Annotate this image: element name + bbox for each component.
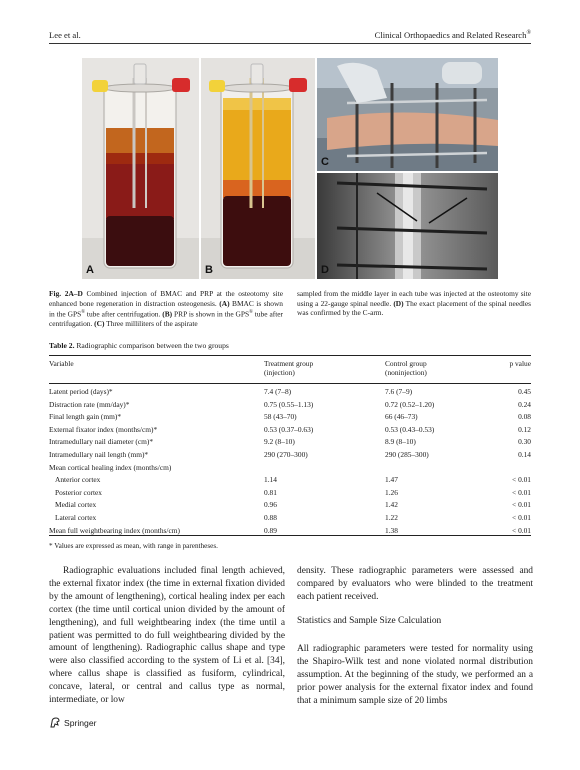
table-cell-p-value: < 0.01	[512, 475, 531, 485]
table-cell-treatment: 0.88	[264, 513, 277, 522]
table-footnote: * Values are expressed as mean, with range in parentheses.	[49, 542, 218, 550]
table-cell-treatment: 58 (43–70)	[264, 412, 297, 422]
table-cell-variable: Anterior cortex	[55, 475, 101, 485]
table-cell-p-value: 0.24	[518, 399, 531, 409]
table-cell-variable: Lateral cortex	[55, 513, 97, 522]
table-row	[49, 385, 531, 398]
table-cell-control: 1.22	[385, 513, 398, 522]
panel-label-c: C	[321, 156, 329, 168]
figure-caption-left: Fig. 2A–D Combined injection of BMAC and PRP at the osteotomy site enhanced bone regeneration in distraction osteogenesis. (A) BMAC is shown in the GPS® tube after centrifugation. (B) PRP is shown in the GPS® tube after centrifugation. (C) Three milliliters of the aspirate	[49, 289, 284, 328]
table-cell-p-value: < 0.01	[512, 487, 531, 497]
table-cell-treatment: 1.14	[264, 475, 277, 485]
table-cell-treatment: 0.89	[264, 525, 277, 535]
table-cell-control: 7.6 (7–9)	[385, 387, 413, 396]
table-cell-treatment: 7.4 (7–8)	[264, 387, 292, 396]
table-cell-variable: Intramedullary nail diameter (cm)*	[49, 437, 154, 447]
table-cell-control: 8.9 (8–10)	[385, 437, 416, 447]
table-cell-treatment: 0.53 (0.37–0.63)	[264, 424, 314, 434]
table-cell-variable: External fixator index (months/cm)*	[49, 424, 158, 434]
table-cell-variable: Latent period (days)*	[49, 387, 113, 396]
table-header-p-value: p value	[509, 359, 531, 368]
table-header-treatment: Treatment group (injection)	[264, 359, 314, 377]
table-cell-control: 1.26	[385, 487, 398, 497]
table-cell-p-value: 0.12	[518, 424, 531, 434]
table-cell-treatment: 9.2 (8–10)	[264, 437, 295, 447]
table-cell-p-value: 0.08	[518, 412, 531, 422]
section-heading: Statistics and Sample Size Calculation	[297, 616, 442, 626]
table-title: Table 2. Radiographic comparison between the two groups	[49, 341, 229, 350]
table-cell-treatment: 0.81	[264, 487, 277, 497]
table-cell-treatment: 0.96	[264, 500, 277, 510]
table-cell-control: 1.38	[385, 525, 398, 535]
header-rule	[49, 43, 531, 44]
table-cell-p-value: < 0.01	[512, 525, 531, 535]
table-header-rule	[49, 383, 531, 384]
table-cell-control: 1.42	[385, 500, 398, 510]
table-cell-variable: Posterior cortex	[55, 487, 102, 497]
table-cell-treatment: 0.75 (0.55–1.13)	[264, 399, 314, 409]
table-row	[49, 398, 531, 411]
figure-panel-d	[317, 173, 498, 279]
table-cell-control: 66 (46–73)	[385, 412, 418, 422]
table-row	[49, 511, 531, 524]
table-cell-control: 1.47	[385, 475, 398, 485]
c-arm-fluoroscopy-image	[317, 173, 498, 279]
table-cell-p-value: 0.14	[518, 450, 531, 459]
publisher-name: Springer	[64, 717, 97, 728]
running-head-author: Lee et al.	[49, 30, 81, 40]
table-cell-control: 0.53 (0.43–0.53)	[385, 424, 435, 434]
figure-caption-right: sampled from the middle layer in each tube was injected at the osteotomy site using a 22-gauge spinal needle. (D) The exact placement of the spinal needles was confirmed by the C-arm.	[297, 289, 531, 317]
table-cell-control: 290 (285–300)	[385, 450, 429, 459]
table-row	[49, 461, 531, 474]
table-cell-treatment: 290 (270–300)	[264, 450, 308, 459]
figure-panel-c	[317, 58, 498, 171]
panel-label-b: B	[205, 264, 213, 276]
table-row	[49, 498, 531, 511]
table-header-variable: Variable	[49, 359, 74, 368]
body-right-paragraph-1: density. These radiographic parameters were assessed and compared by evaluators who were blinded to the treatment each patient received.	[297, 566, 533, 602]
table-cell-variable: Mean full weightbearing index (months/cm)	[49, 525, 180, 535]
table-row	[49, 473, 531, 486]
table-cell-p-value: 0.30	[518, 437, 531, 447]
fixator-injection-photo	[317, 58, 498, 171]
table-cell-p-value: 0.45	[518, 387, 531, 396]
bmac-tube-photo	[82, 58, 199, 279]
publisher-footer	[49, 717, 96, 728]
table-cell-control: 0.72 (0.52–1.20)	[385, 399, 435, 409]
figure-panel-b	[201, 58, 315, 279]
table-row	[49, 423, 531, 436]
table-cell-variable: Intramedullary nail length (mm)*	[49, 450, 149, 459]
table-cell-variable: Final length gain (mm)*	[49, 412, 122, 422]
running-head-journal: Clinical Orthopaedics and Related Research®	[374, 30, 531, 40]
body-left-paragraph: Radiographic evaluations included final length achieved, the external fixator index (the time in external fixation divided by the amount of lengthening), cortical healing index per each cortex (the time until cortical union divided by the amount of lengthening), and full weightbearing index (the time until a patient was permitted to do full weightbearing divided by the amount of lengthening). Radiographic callus shape and type were also classified according to the system of Li et al. [34], where callus shape is classified as fusiform, cylindrical, concave, lateral, or central and callus type as normal, intermediate, or low	[49, 566, 285, 706]
table-cell-p-value: < 0.01	[512, 513, 531, 522]
table-top-rule	[49, 355, 531, 356]
table-cell-variable: Mean cortical healing index (months/cm)	[49, 462, 172, 472]
table-bottom-rule	[49, 535, 531, 536]
table-row	[49, 435, 531, 448]
springer-knight-icon	[49, 717, 61, 728]
body-right-paragraph-2: All radiographic parameters were tested for normality using the Shapiro-Wilk test and none violated normal distribution assumption. At the beginning of the study, we performed an a prior power analysis for the external fixator index and found that a minimum sample size of 20 limbs	[297, 644, 533, 706]
table-cell-variable: Medial cortex	[55, 500, 97, 510]
table-row	[49, 410, 531, 423]
panel-label-d: D	[321, 264, 329, 276]
figure-panel-a	[82, 58, 199, 279]
panel-label-a: A	[86, 264, 94, 276]
table-cell-variable: Distraction rate (mm/day)*	[49, 399, 130, 409]
table-row	[49, 486, 531, 499]
table-header-control: Control group (noninjection)	[385, 359, 427, 377]
table-cell-p-value: < 0.01	[512, 500, 531, 510]
table-row	[49, 448, 531, 461]
prp-tube-photo	[201, 58, 315, 279]
